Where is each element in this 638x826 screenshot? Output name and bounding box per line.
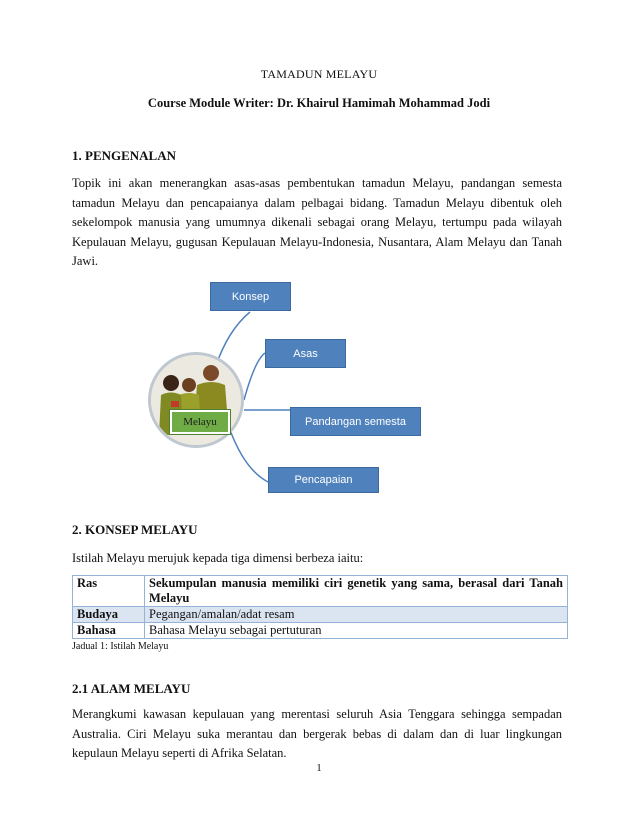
page-number: 1 <box>316 762 322 774</box>
section-heading-konsep-melayu: 2. KONSEP MELAYU <box>72 522 198 537</box>
table-row <box>73 623 568 639</box>
paragraph-line: Topik ini akan menerangkan asas-asas pembentukan tamadun Melayu, pandangan semesta <box>72 176 562 190</box>
table-desc: Pegangan/amalan/adat resam <box>145 607 568 623</box>
paragraph-line: kepulaun Melayu seperti di Afrika Selatan. <box>72 746 287 760</box>
table-desc: Sekumpulan manusia memiliki ciri genetik yang sama, berasal dari Tanah Melayu <box>145 576 568 607</box>
paragraph-line: sekelompok manusia yang umumnya dikenali sebagai orang Melayu, tertumpu pada wilayah <box>72 215 562 229</box>
document-title: TAMADUN MELAYU <box>260 67 378 81</box>
table-term: Ras <box>73 576 145 607</box>
table-term: Budaya <box>73 607 145 623</box>
diagram-node-konsep: Konsep <box>210 282 291 311</box>
paragraph-line: Kepulauan Melayu, gugusan Kepulauan Melayu-Indonesia, Nusantara, Alam Melayu dan Tanah <box>72 234 562 249</box>
section-heading-alam-melayu: 2.1 ALAM MELAYU <box>72 681 191 696</box>
alam-melayu-paragraph <box>72 705 562 764</box>
paragraph-line: Australia. Ciri Melayu suka merantau dan bergerak bebas di dalam dan di luar lingkungan <box>72 726 562 741</box>
paragraph-line: Jawi. <box>72 254 99 268</box>
section-heading-pengenalan: 1. PENGENALAN <box>72 148 177 163</box>
istilah-melayu-table <box>72 575 568 639</box>
connector-pencapaian <box>230 430 268 482</box>
diagram-node-asas: Asas <box>265 339 346 368</box>
konsep-intro: Istilah Melayu merujuk kepada tiga dimensi berbeza iaitu: <box>72 551 364 565</box>
connector-asas <box>244 353 265 400</box>
paragraph-line: Merangkumi kawasan kepulauan yang merentasi seluruh Asia Tenggara sehingga sempadan <box>72 707 562 721</box>
diagram-node-pandangan-semesta: Pandangan semesta <box>290 407 421 436</box>
course-writer: Course Module Writer: Dr. Khairul Hamimah Mohammad Jodi <box>147 96 491 110</box>
table-term: Bahasa <box>73 623 145 639</box>
table-desc: Bahasa Melayu sebagai pertuturan <box>145 623 568 639</box>
diagram-node-pencapaian: Pencapaian <box>268 467 379 493</box>
table-row <box>73 607 568 623</box>
table-caption: Jadual 1: Istilah Melayu <box>72 641 169 652</box>
diagram-center-melayu: Melayu <box>170 410 230 434</box>
paragraph-line: tamadun Melayu dan pencapaianya dalam pelbagai bidang. Tamadun Melayu dibentuk oleh <box>72 195 562 210</box>
table-row <box>73 576 568 607</box>
